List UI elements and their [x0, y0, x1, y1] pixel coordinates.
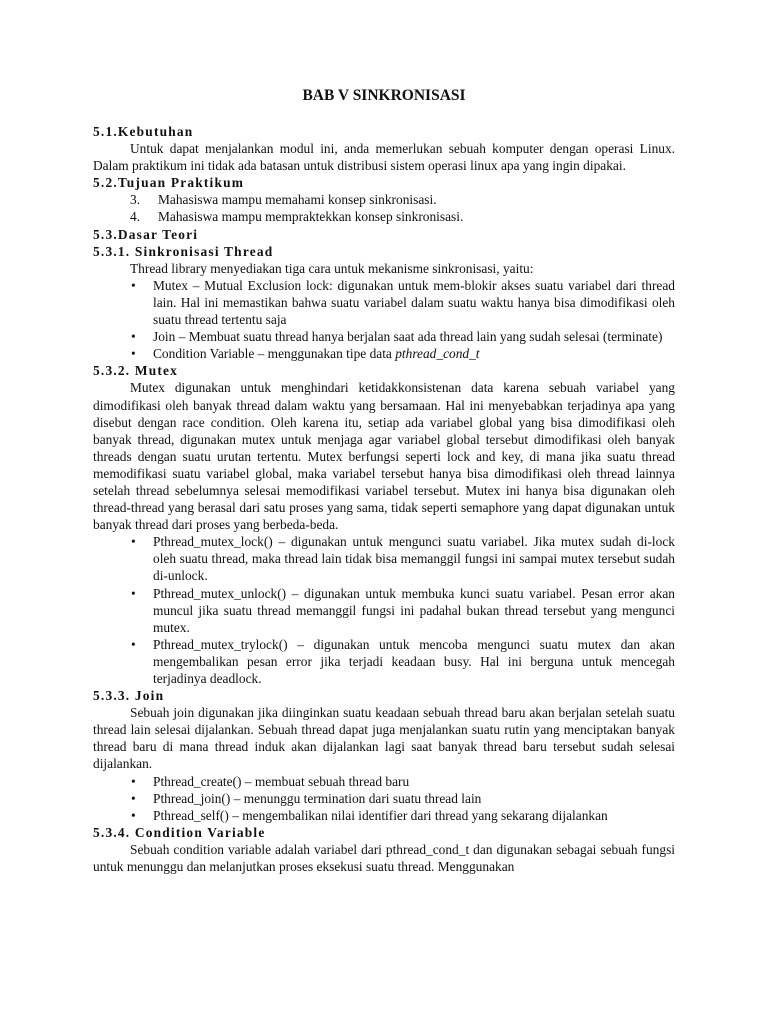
list-item-text: Pthread_self() – mengembalikan nilai identifier dari thread yang sekarang dijalankan [153, 807, 608, 823]
list-item-text: Mahasiswa mampu mempraktekkan konsep sinkronisasi. [158, 209, 464, 225]
list-item [93, 636, 675, 687]
document-body [93, 86, 675, 875]
list-item-text: Pthread_mutex_unlock() – digunakan untuk membuka kunci suatu variabel. Pesan error akan muncul jika suatu thread memanggil fungsi ini padahal bukan thread tersebut yang mengunci mutex. [153, 585, 675, 635]
section-heading-dasar-teori: 5.3.Dasar Teori [93, 226, 199, 242]
list-item-text: Mahasiswa mampu memahami konsep sinkronisasi. [158, 192, 437, 208]
list-item-text: Condition Variable – menggunakan tipe data [153, 346, 396, 362]
list-item [93, 345, 675, 362]
section-text-sinkronisasi-intro: Thread library menyediakan tiga cara untuk mekanisme sinkronisasi, yaitu: [130, 260, 534, 276]
list-number: 3. [130, 192, 141, 208]
bullet-icon: • [131, 346, 136, 362]
bullet-icon: • [131, 773, 136, 789]
sinkronisasi-list [93, 277, 675, 362]
list-item [93, 585, 675, 636]
section-heading-condition-variable: 5.3.4. Condition Variable [93, 824, 266, 840]
list-item [93, 533, 675, 584]
join-list [93, 773, 675, 824]
bullet-icon: • [131, 790, 136, 806]
bullet-icon: • [131, 636, 136, 652]
bullet-icon: • [131, 277, 136, 293]
section-heading-tujuan: 5.2.Tujuan Praktikum [93, 175, 245, 191]
list-item-text: Pthread_mutex_trylock() – digunakan untuk mencoba mengunci suatu mutex dan akan mengembalikan pesan error jika terjadi keadaan busy. Hal ini berguna untuk mencegah terjadinya deadlock. [153, 636, 675, 686]
list-item [93, 790, 675, 807]
section-heading-mutex: 5.3.2. Mutex [93, 363, 179, 379]
list-item [93, 277, 675, 328]
bullet-icon: • [131, 585, 136, 601]
list-item [93, 773, 675, 790]
section-text-join: Sebuah join digunakan jika diinginkan suatu keadaan sebuah thread baru akan berjalan setelah suatu thread lain selesai dijalankan. Sebuah thread dapat juga menjalankan suatu rutin yang menciptakan banyak thread baru di mana thread induk akan dijalankan lagi saat banyak thread baru tersebut sudah selesai dijalankan. [93, 705, 675, 772]
list-item [93, 208, 675, 225]
page-title: BAB V SINKRONISASI [302, 87, 466, 104]
section-heading-kebutuhan: 5.1.Kebutuhan [93, 124, 194, 139]
list-item [93, 328, 675, 345]
section-text-condition-variable: Sebuah condition variable adalah variabel dari pthread_cond_t dan digunakan sebagai sebuah fungsi untuk menunggu dan melanjutkan proses eksekusi suatu thread. Menggunakan [93, 841, 675, 875]
list-item [93, 191, 675, 208]
list-number: 4. [130, 209, 141, 225]
section-heading-sinkronisasi-thread: 5.3.1. Sinkronisasi Thread [93, 243, 274, 259]
tujuan-list [93, 191, 675, 225]
list-item-italic-text: pthread_cond_t [395, 346, 480, 362]
list-item-text: Join – Membuat suatu thread hanya berjalan saat ada thread lain yang sudah selesai (terminate) [153, 329, 663, 345]
bullet-icon: • [131, 329, 136, 345]
list-item-text: Pthread_mutex_lock() – digunakan untuk mengunci suatu variabel. Jika mutex sudah di-lock oleh suatu thread, maka thread lain tidak bisa memanggil fungsi ini sampai mutex tersebut sudah di-unlock. [153, 534, 675, 584]
list-item-text: Pthread_join() – menunggu termination dari suatu thread lain [153, 790, 482, 806]
list-item [93, 807, 675, 824]
mutex-list [93, 533, 675, 687]
section-heading-join: 5.3.3. Join [93, 688, 165, 704]
bullet-icon: • [131, 807, 136, 823]
list-item-text: Mutex – Mutual Exclusion lock: digunakan untuk mem-blokir akses suatu variabel dari thread lain. Hal ini memastikan bahwa suatu variabel dalam suatu waktu hanya bisa dimodifikasi oleh suatu thread tertentu saja [153, 277, 675, 328]
section-text-mutex: Mutex digunakan untuk menghindari ketidakkonsistenan data karena sebuah variabel yang dimodifikasi oleh banyak thread dalam waktu yang bersamaan. Hal ini menyebabkan terjadinya apa yang disebut dengan race condition. Oleh karena itu, setiap ada variabel global yang bisa dimodifikasi oleh banyak thread, digunakan mutex untuk menjaga agar variabel global tersebut dimodifikasi oleh banyak threads dengan suatu urutan tertentu. Mutex berfungsi seperti lock and key, di mana jika suatu thread memodifikasi suatu variabel global, maka variabel tersebut hanya bisa dimodifikasi oleh thread lainnya setelah thread sebelumnya selesai memodifikasi variabel tersebut. Mutex ini hanya bisa digunakan oleh thread-thread yang berasal dari satu proses yang sama, tidak seperti semaphore yang dapat digunakan untuk banyak thread dari proses yang berbeda-beda. [93, 380, 675, 533]
section-text-kebutuhan: Untuk dapat menjalankan modul ini, anda memerlukan sebuah komputer dengan operasi Linux. Dalam praktikum ini tidak ada batasan untuk distribusi sistem operasi linux apa yang ingin dipakai. [93, 141, 675, 174]
bullet-icon: • [131, 534, 136, 550]
list-item-text: Pthread_create() – membuat sebuah thread baru [153, 773, 410, 789]
